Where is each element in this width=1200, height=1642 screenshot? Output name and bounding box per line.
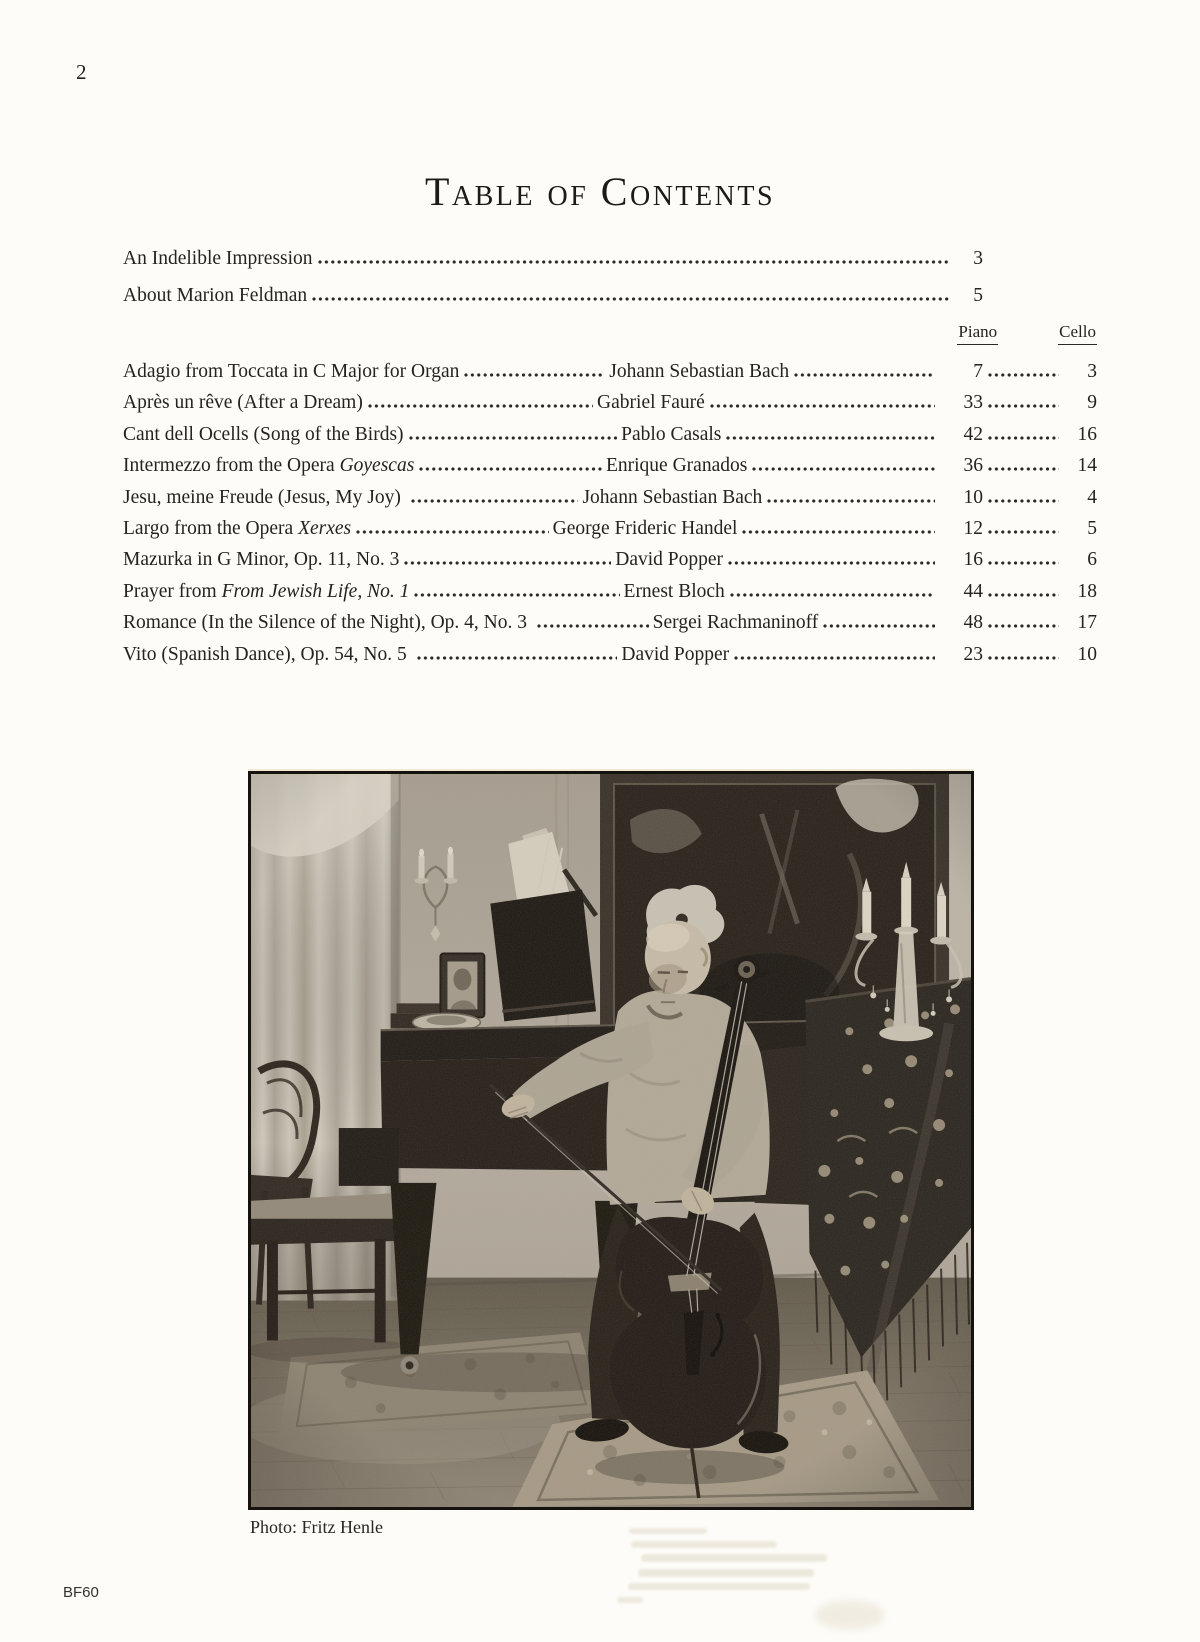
dot-leader — [413, 592, 619, 598]
piece-title-text: Jesu, meine Freude (Jesus, My Joy) — [123, 486, 406, 508]
piece-title — [123, 517, 351, 540]
front-matter-row — [123, 247, 1097, 270]
piece-composer: David Popper — [621, 643, 730, 665]
toc-piece-row — [123, 548, 1097, 571]
piece-composer: Enrique Granados — [605, 455, 748, 477]
page-title: Table of Contents — [424, 169, 776, 214]
piece-title-italic: From Jewish Life, No. 1 — [221, 580, 410, 602]
toc-piece-row — [123, 517, 1097, 540]
piece-composer: David Popper — [615, 549, 724, 571]
page-bleed-through-artifact — [615, 1528, 845, 1603]
front-matter-title: An Indelible Impression — [123, 248, 313, 269]
front-matter-row — [123, 284, 1097, 307]
cellist-photo-illustration — [251, 774, 971, 1507]
piano-page-number: 16 — [963, 549, 983, 571]
piano-page-number: 36 — [963, 455, 983, 477]
plate-number: BF60 — [63, 1584, 99, 1601]
cello-page-number: 14 — [1077, 455, 1097, 477]
dot-leader — [410, 498, 579, 504]
piece-title — [123, 486, 406, 509]
photo-tone-overlays — [251, 774, 971, 1507]
dot-leader — [766, 498, 935, 504]
dot-leader — [987, 498, 1059, 504]
toc-piece-row — [123, 611, 1097, 634]
dot-leader — [987, 655, 1059, 661]
dot-leader — [822, 623, 935, 629]
cello-column-header: Cello — [1058, 321, 1097, 345]
piece-list — [123, 360, 1097, 666]
photo-credit: Photo: Fritz Henle — [250, 1517, 383, 1537]
dot-leader — [987, 372, 1059, 378]
piece-title — [123, 391, 363, 414]
piece-title-text: Largo from the Opera — [123, 517, 299, 539]
piano-page-number: 12 — [963, 517, 983, 539]
piano-page-number: 48 — [963, 612, 983, 634]
piano-page-number: 33 — [963, 392, 983, 414]
piano-page-number: 42 — [963, 423, 984, 445]
dot-leader — [729, 592, 935, 598]
dot-leader — [403, 560, 611, 566]
cello-page-number: 5 — [1087, 517, 1097, 539]
cello-page-number: 18 — [1077, 580, 1097, 602]
dot-leader — [987, 403, 1059, 409]
toc-piece-row — [123, 423, 1097, 446]
dot-leader — [987, 435, 1059, 441]
piece-title — [123, 548, 399, 571]
toc-piece-row — [123, 486, 1097, 509]
piece-composer: Gabriel Fauré — [597, 392, 705, 414]
dot-leader — [793, 372, 935, 378]
piano-page-number: 44 — [963, 580, 983, 602]
dot-leader — [418, 466, 602, 472]
piece-title-italic: Goyescas — [339, 455, 415, 477]
table-of-contents — [123, 247, 1097, 666]
toc-piece-row — [123, 643, 1097, 666]
piano-column-header: Piano — [957, 321, 998, 345]
dot-leader — [367, 403, 593, 409]
piece-composer: Ernest Bloch — [623, 580, 725, 602]
toc-piece-row — [123, 454, 1097, 477]
dot-leader — [733, 655, 935, 661]
dot-leader — [536, 623, 649, 629]
piece-title — [123, 360, 459, 383]
dot-leader — [987, 560, 1059, 566]
dot-leader — [311, 296, 949, 302]
front-matter-page-number: 5 — [973, 285, 983, 306]
piano-page-number: 10 — [963, 486, 984, 508]
piece-title-text: Après un rêve (After a Dream) — [123, 392, 363, 414]
piece-title-text: Intermezzo from the Opera — [123, 455, 340, 477]
toc-piece-row — [123, 391, 1097, 414]
cello-page-number: 4 — [1087, 486, 1098, 508]
piano-page-number: 7 — [973, 361, 984, 382]
piece-composer: George Frideric Handel — [552, 517, 738, 539]
piece-title-text: Prayer from — [123, 580, 222, 602]
dot-leader — [987, 623, 1059, 629]
piece-title — [123, 580, 409, 603]
dot-leader — [727, 560, 935, 566]
front-matter-page-number: 3 — [973, 248, 983, 269]
cello-page-number: 6 — [1087, 549, 1097, 571]
dot-leader — [408, 435, 618, 441]
cello-page-number: 16 — [1077, 423, 1098, 445]
front-matter-title: About Marion Feldman — [123, 285, 308, 306]
cello-page-number: 17 — [1077, 612, 1097, 634]
piece-title-text: Adagio from Toccata in C Major for Organ — [123, 361, 460, 382]
piece-title — [123, 643, 412, 666]
cello-page-number: 9 — [1087, 392, 1097, 414]
toc-piece-row — [123, 580, 1097, 603]
piece-composer: Johann Sebastian Bach — [582, 486, 763, 508]
dot-leader — [709, 403, 935, 409]
dot-leader — [725, 435, 935, 441]
dot-leader — [987, 592, 1059, 598]
cello-page-number: 3 — [1087, 361, 1098, 382]
piece-title — [123, 611, 532, 634]
piece-composer: Johann Sebastian Bach — [609, 361, 790, 382]
dot-leader — [987, 466, 1059, 472]
piece-composer: Sergei Rachmaninoff — [652, 612, 819, 634]
cello-page-number: 10 — [1077, 643, 1098, 665]
dot-leader — [463, 372, 605, 378]
dot-leader — [987, 529, 1059, 535]
cellist-photograph — [248, 771, 974, 1510]
piece-title-text: Romance (In the Silence of the Night), Op. 4, No. 3 — [123, 612, 532, 634]
piece-composer: Pablo Casals — [621, 423, 722, 445]
piece-title-text: Cant dell Ocells (Song of the Birds) — [123, 423, 404, 445]
piece-title-text: Vito (Spanish Dance), Op. 54, No. 5 — [123, 643, 412, 665]
dot-leader — [416, 655, 618, 661]
dot-leader — [317, 259, 949, 265]
dot-leader — [751, 466, 935, 472]
page-number: 2 — [76, 60, 87, 84]
piece-title-italic: Xerxes — [298, 517, 352, 539]
page-bleed-through-artifact — [815, 1600, 885, 1630]
piece-title — [123, 454, 414, 477]
toc-piece-row — [123, 360, 1097, 383]
column-headers — [123, 321, 1097, 345]
dot-leader — [355, 529, 549, 535]
piece-title — [123, 423, 404, 446]
piece-title-text: Mazurka in G Minor, Op. 11, No. 3 — [123, 549, 400, 571]
dot-leader — [741, 529, 935, 535]
piano-page-number: 23 — [963, 643, 984, 665]
